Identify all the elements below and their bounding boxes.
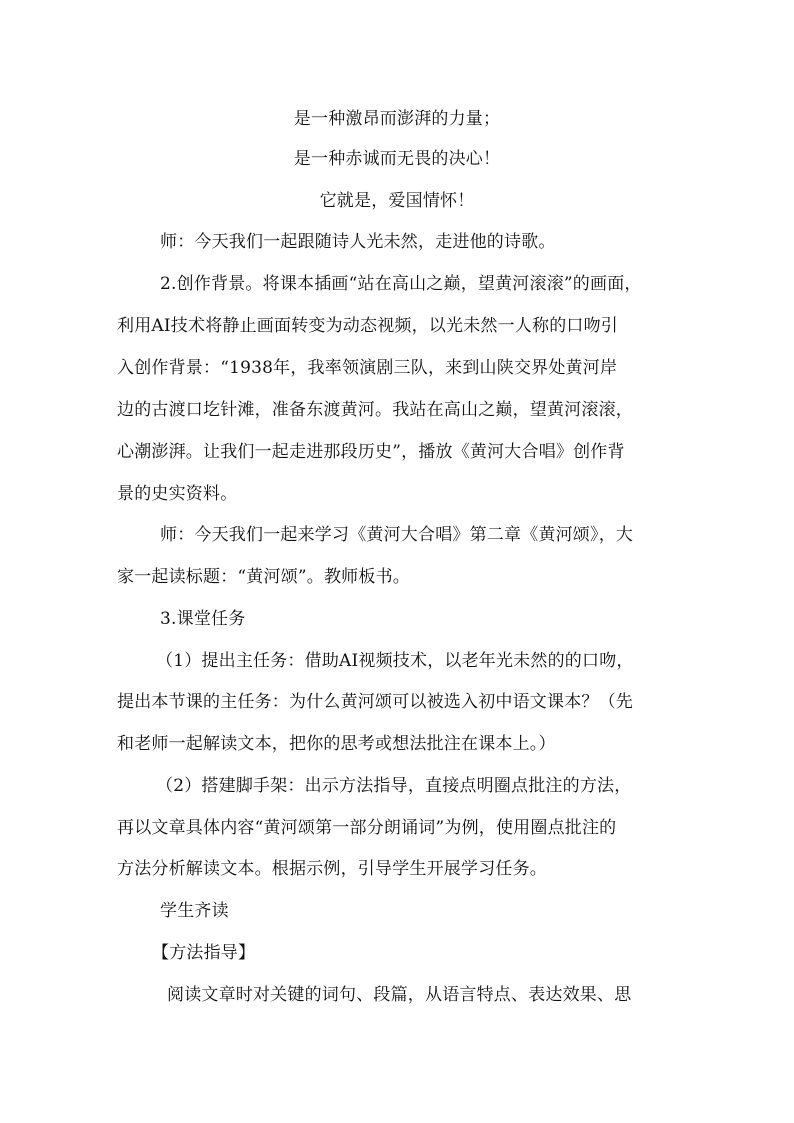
poem-line-2: 是一种赤诚而无畏的决心！ [293,149,501,169]
paragraph-line: 师：今天我们一起来学习《黄河大合唱》第二章《黄河颂》，大 [160,525,634,545]
paragraph-line: 利用AI技术将静止画面转变为动态视频，以光未然一人称的口吻引 [117,316,618,336]
poem-line-1: 是一种激昂而澎湃的力量； [293,109,501,129]
paragraph-line: 景的史实资料。 [117,484,238,504]
paragraph-line: 和老师一起解读文本，把你的思考或想法批注在课本上。） [117,734,556,754]
paragraph-line: 方法分析解读文本。根据示例，引导学生开展学习任务。 [117,859,547,879]
paragraph-line: 家一起读标题：“黄河颂”。教师板书。 [117,567,410,587]
section-3-heading: 3.课堂任务 [160,609,246,629]
paragraph-line: 再以文章具体内容“黄河颂第一部分朗诵词”为例，使用圈点批注的 [117,818,617,838]
paragraph-line: 提出本节课的主任务：为什么黄河颂可以被选入初中语文课本？（先 [117,692,633,712]
paragraph-line: 2.创作背景。将课本插画“站在高山之巅，望黄河滚滚”的画面， [160,274,642,294]
paragraph-line: （2）搭建脚手架：出示方法指导，直接点明圈点批注的方法， [156,776,632,796]
teacher-intro: 师：今天我们一起跟随诗人光未然，走进他的诗歌。 [160,232,556,252]
method-heading: 【方法指导】 [152,943,256,963]
paragraph-line: 边的古渡口圪针滩，准备东渡黄河。我站在高山之巅，望黄河滚滚， [117,400,633,420]
students-read-text: 学生齐读 [160,901,229,921]
poem-line-3: 它就是，爱国情怀！ [319,191,475,211]
paragraph-line: （1）提出主任务：借助AI视频技术，以老年光未然的的口吻， [156,651,634,671]
paragraph-line: 心潮澎湃。让我们一起走进那段历史”，播放《黄河大合唱》创作背 [117,442,625,462]
paragraph-line: 入创作背景：“1938年，我率领演剧三队，来到山陕交界处黄河岸 [117,358,618,378]
method-text: 阅读文章时对关键的词句、段篇，从语言特点、表达效果、思 [167,985,632,1005]
